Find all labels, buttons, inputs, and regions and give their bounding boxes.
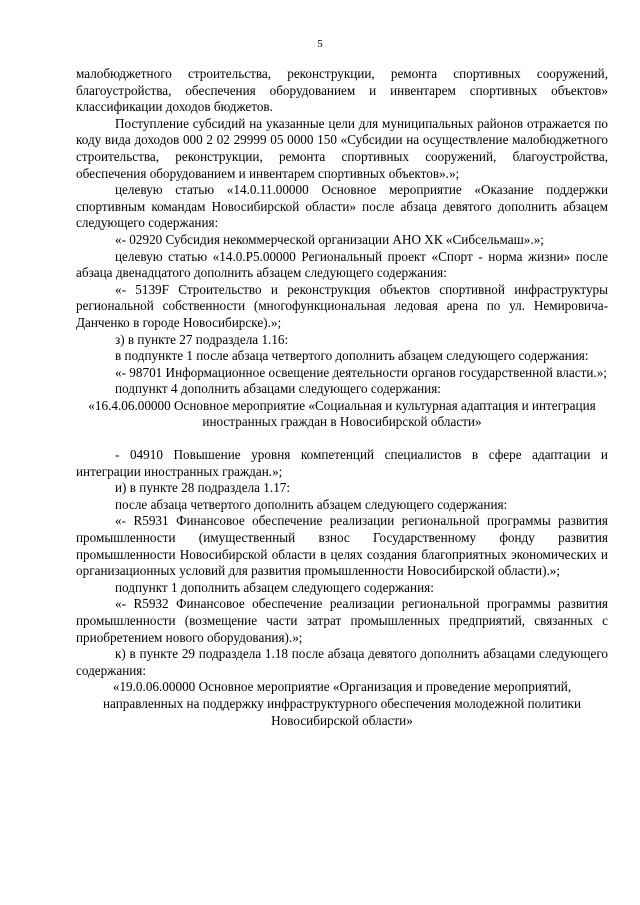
paragraph: Поступление субсидий на указанные цели для муниципальных районов отражается по коду вида доходов 000 2 02 29999 05 0000 150 «Субсидии на осуществление малобюджетного строительства, реконструкции, ремонта спортивных сооружений, благоустройства, обеспечения оборудованием и инвентарем спортивных объектов».»; <box>76 115 608 181</box>
paragraph: малобюджетного строительства, реконструкции, ремонта спортивных сооружений, благоустройства, обеспечения оборудованием и инвентарем спортивных объектов» классификации доходов бюджетов. <box>76 66 608 115</box>
page-number: 5 <box>317 38 323 50</box>
paragraph: з) в пункте 27 подраздела 1.16: <box>115 331 289 347</box>
section-heading: «19.0.06.00000 Основное мероприятие «Организация и проведение мероприятий, направленных на поддержку инфраструктурного обеспечения молодежной политики Новосибирской области» <box>102 679 582 728</box>
paragraph: целевую статью «14.0.P5.00000 Региональный проект «Спорт - норма жизни» после абзаца двенадцатого дополнить абзацем следующего содержания: <box>76 248 608 281</box>
blank-line <box>76 431 608 447</box>
paragraph: - 04910 Повышение уровня компетенций специалистов в сфере адаптации и интеграции иностранных граждан.»; <box>76 447 608 479</box>
paragraph: «- 02920 Субсидия некоммерческой организации АНО ХК «Сибсельмаш».»; <box>115 231 544 247</box>
paragraph: после абзаца четвертого дополнить абзацем следующего содержания: <box>115 496 508 512</box>
paragraph: к) в пункте 29 подраздела 1.18 после абзаца девятого дополнить абзацами следующего содержания: <box>76 646 608 678</box>
paragraph: «- R5932 Финансовое обеспечение реализации региональной программы развития промышленности (возмещение части затрат промышленных предприятий, связанных с приобретением нового оборудования).»; <box>76 596 608 645</box>
paragraph: целевую статью «14.0.11.00000 Основное мероприятие «Оказание поддержки спортивным командам Новосибирской области» после абзаца девятого дополнить абзацем следующего содержания: <box>76 182 608 231</box>
paragraph: «- 5139F Строительство и реконструкция объектов спортивной инфраструктуры региональной собственности (многофункциональная ледовая арена по ул. Немировича-Данченко в городе Новосибирске).»; <box>76 281 608 330</box>
paragraph: «- R5931 Финансовое обеспечение реализации региональной программы развития промышленности (имущественный взнос Государственному фонду развития промышленности Новосибирской области в целях создания благоприятных экономических и организационных условий для развития промышленности Новосибирской области).»; <box>76 513 608 579</box>
section-heading: «16.4.06.00000 Основное мероприятие «Социальная и культурная адаптация и интеграция иностранных граждан в Новосибирской области» <box>88 397 596 430</box>
document-body <box>76 66 608 729</box>
paragraph: в подпункте 1 после абзаца четвертого дополнить абзацем следующего содержания: <box>115 348 589 364</box>
paragraph: подпункт 4 дополнить абзацами следующего содержания: <box>115 381 441 397</box>
paragraph: подпункт 1 дополнить абзацем следующего содержания: <box>115 579 434 595</box>
paragraph: и) в пункте 28 подраздела 1.17: <box>115 480 291 496</box>
paragraph: «- 98701 Информационное освещение деятельности органов государственной власти.»; <box>115 364 607 380</box>
